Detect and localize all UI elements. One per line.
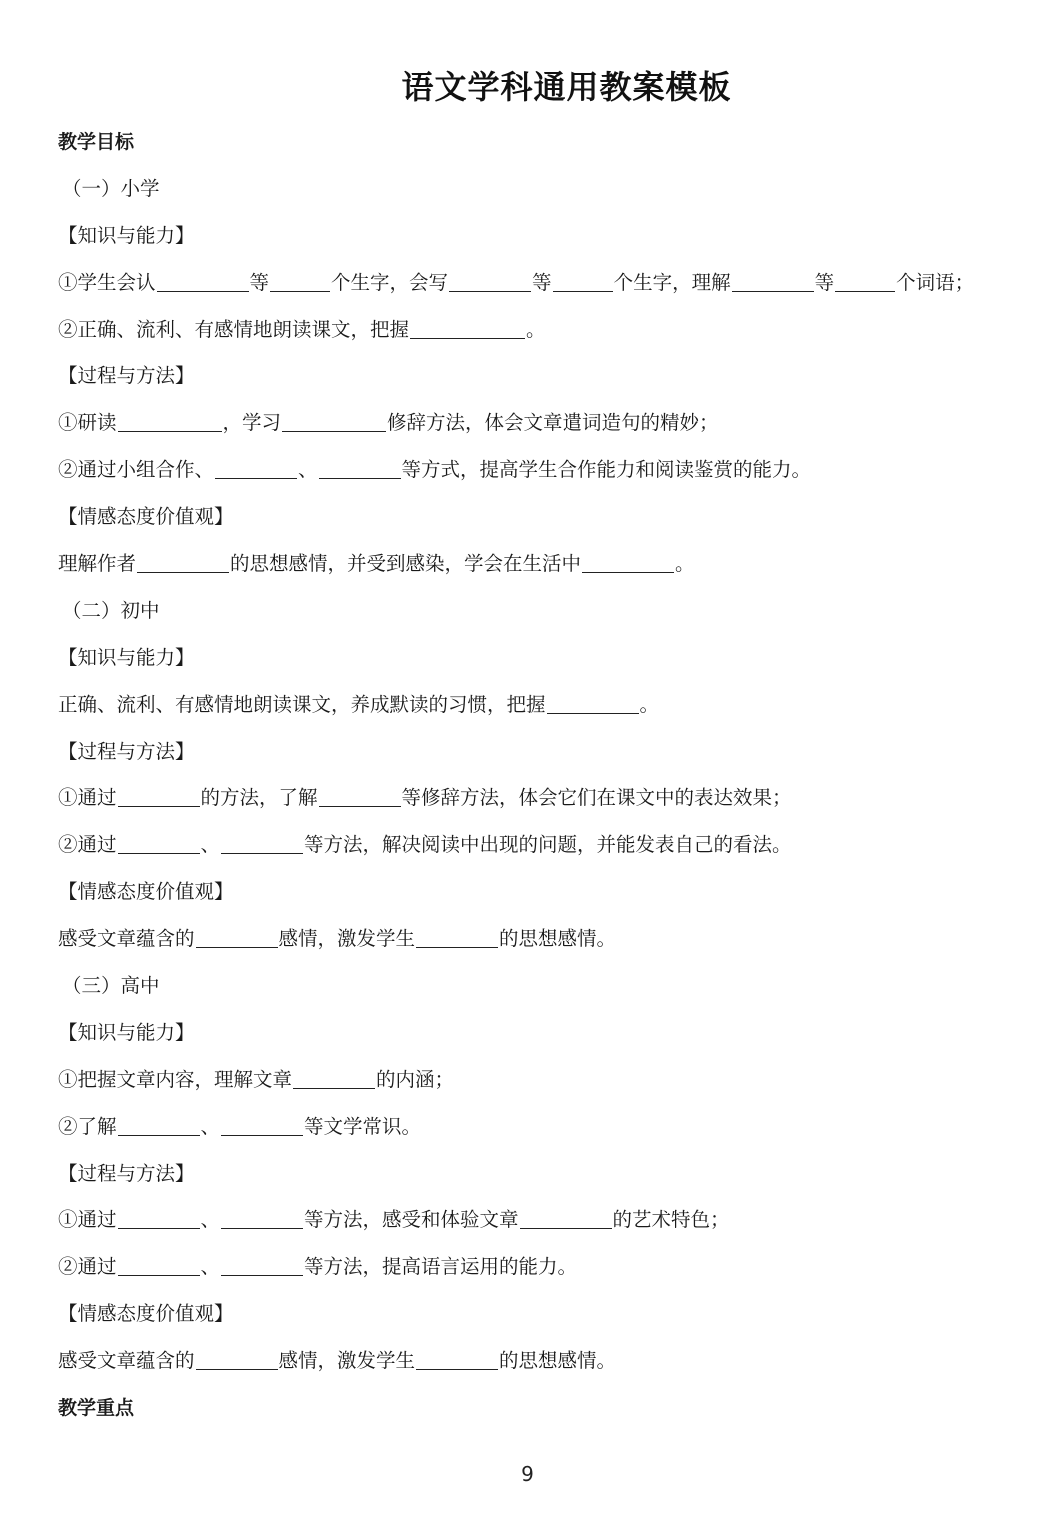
category-knowledge-ability: 【知识与能力】 [58, 645, 195, 669]
fill-blank[interactable] [293, 1087, 375, 1089]
fill-blank[interactable] [221, 1274, 303, 1276]
text-line: ②通过小组合作、 、 等方式，提高学生合作能力和阅读鉴赏的能力。 [58, 458, 812, 482]
fill-blank[interactable] [118, 1227, 200, 1229]
fill-blank[interactable] [118, 805, 200, 807]
fill-blank[interactable] [118, 852, 200, 854]
text-line: 理解作者 的思想感情，并受到感染，学会在生活中 。 [58, 552, 695, 576]
fill-blank[interactable] [416, 946, 498, 948]
text-line: 感受文章蕴含的 感情，激发学生 的思想感情。 [58, 927, 617, 951]
section-heading-teaching-focus: 教学重点 [58, 1397, 135, 1420]
fill-blank[interactable] [196, 946, 278, 948]
text-line: ②通过 、 等方法，提高语言运用的能力。 [58, 1255, 578, 1279]
fill-blank[interactable] [118, 430, 222, 432]
fill-blank[interactable] [319, 477, 401, 479]
fill-blank[interactable] [221, 1134, 303, 1136]
document-body [58, 119, 1028, 1432]
fill-blank[interactable] [520, 1227, 612, 1229]
category-knowledge-ability: 【知识与能力】 [58, 223, 195, 247]
fill-blank[interactable] [553, 290, 613, 292]
text-line: ①通过 、 等方法，感受和体验文章 的艺术特色； [58, 1208, 730, 1232]
fill-blank[interactable] [215, 477, 297, 479]
section-heading-teaching-goals: 教学目标 [58, 131, 135, 153]
fill-blank[interactable] [270, 290, 330, 292]
category-emotion-values: 【情感态度价值观】 [58, 1302, 234, 1326]
fill-blank[interactable] [319, 805, 401, 807]
subsection-primary: （一）小学 [62, 176, 160, 200]
fill-blank[interactable] [732, 290, 814, 292]
fill-blank[interactable] [547, 712, 639, 714]
text-line: ①通过 的方法，了解 等修辞方法，体会它们在课文中的表达效果； [58, 786, 792, 810]
category-process-method: 【过程与方法】 [58, 364, 195, 388]
text-line: ②了解 、 等文学常识。 [58, 1114, 422, 1138]
subsection-senior: （三）高中 [62, 974, 160, 998]
fill-blank[interactable] [582, 571, 674, 573]
fill-blank[interactable] [137, 571, 229, 573]
text-line: 正确、流利、有感情地朗读课文，养成默读的习惯，把握 。 [58, 692, 660, 716]
subsection-junior: （二）初中 [62, 598, 160, 622]
fill-blank[interactable] [196, 1368, 278, 1370]
fill-blank[interactable] [221, 1227, 303, 1229]
fill-blank[interactable] [416, 1368, 498, 1370]
text-line: ②正确、流利、有感情地朗读课文，把握 。 [58, 317, 546, 341]
fill-blank[interactable] [282, 430, 386, 432]
fill-blank[interactable] [221, 852, 303, 854]
fill-blank[interactable] [449, 290, 531, 292]
fill-blank[interactable] [118, 1274, 200, 1276]
text-line: ①把握文章内容，理解文章 的内涵； [58, 1067, 455, 1091]
page-number: 9 [521, 1462, 534, 1486]
document-title: 语文学科通用教案模板 [401, 68, 732, 106]
category-process-method: 【过程与方法】 [58, 1161, 195, 1185]
fill-blank[interactable] [835, 290, 895, 292]
fill-blank[interactable] [157, 290, 249, 292]
category-emotion-values: 【情感态度价值观】 [58, 880, 234, 904]
category-emotion-values: 【情感态度价值观】 [58, 505, 234, 529]
text-line: ①学生会认 等 个生字，会写 等 个生字，理解 等 个词语； [58, 270, 975, 294]
fill-blank[interactable] [118, 1134, 200, 1136]
fill-blank[interactable] [410, 337, 525, 339]
category-process-method: 【过程与方法】 [58, 739, 195, 763]
text-line: ①研读 ，学习 修辞方法，体会文章遣词造句的精妙； [58, 411, 719, 435]
category-knowledge-ability: 【知识与能力】 [58, 1020, 195, 1044]
text-line: 感受文章蕴含的 感情，激发学生 的思想感情。 [58, 1349, 617, 1373]
text-line: ②通过 、 等方法，解决阅读中出现的问题，并能发表自己的看法。 [58, 833, 792, 857]
